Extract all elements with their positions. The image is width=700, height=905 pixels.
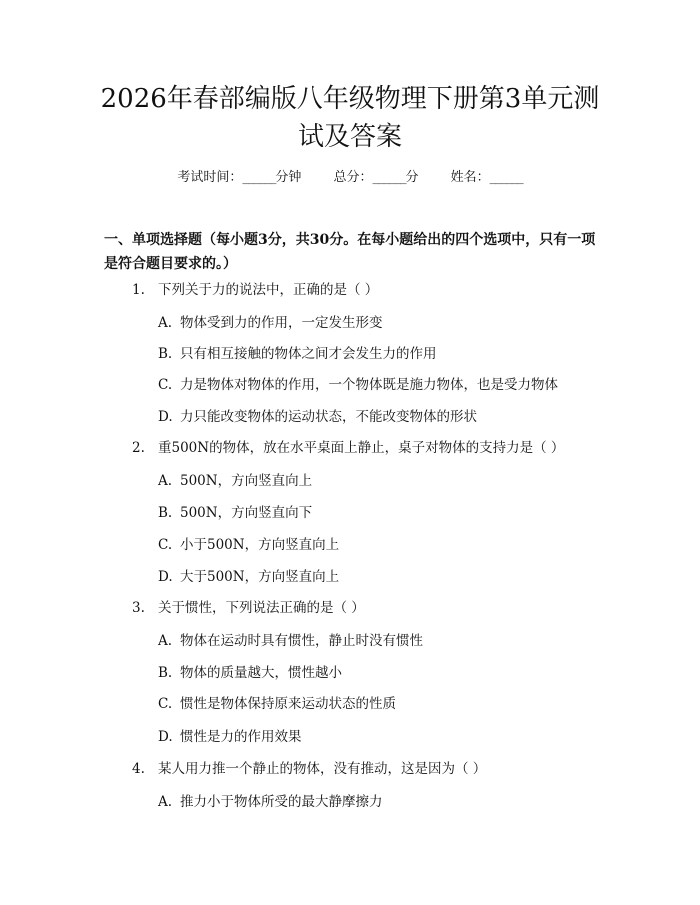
option-letter: D. — [158, 729, 173, 745]
exam-time-label: 考试时间： — [177, 170, 243, 185]
title-line-1: 2026年春部编版八年级物理下册第3单元测 — [100, 84, 600, 114]
option-letter: A. — [158, 633, 173, 649]
question-1 — [132, 280, 612, 300]
question-3-option-a — [158, 631, 618, 651]
option-text: 500N，方向竖直向上 — [180, 473, 313, 489]
question-2-option-a — [158, 471, 618, 491]
total-score-blank: ______ — [372, 170, 406, 185]
question-1-option-b — [158, 344, 618, 364]
section-1-heading-line-2: 是符合题目要求的。） — [104, 256, 237, 272]
question-text: 关于惯性，下列说法正确的是（ ） — [158, 600, 365, 616]
document-title — [90, 80, 610, 156]
option-letter: B. — [158, 505, 173, 521]
question-4 — [132, 759, 612, 779]
question-number: 1. — [132, 282, 145, 298]
exam-meta-line — [0, 168, 700, 188]
option-letter: A. — [158, 794, 173, 810]
option-text: 500N，方向竖直向下 — [180, 505, 313, 521]
question-1-option-a — [158, 313, 618, 333]
question-1-option-d — [158, 407, 618, 427]
student-name-field — [451, 170, 523, 185]
option-letter: B. — [158, 346, 173, 362]
option-letter: D. — [158, 569, 173, 585]
option-letter: C. — [158, 537, 173, 553]
question-2-option-b — [158, 503, 618, 523]
section-1-heading-line-1: 一、单项选择题（每小题3分，共30分。在每小题给出的四个选项中，只有一项 — [104, 232, 596, 248]
exam-time-field — [177, 170, 305, 185]
question-number: 3. — [132, 600, 145, 616]
option-text: 推力小于物体所受的最大静摩擦力 — [180, 794, 383, 810]
question-number: 4. — [132, 761, 145, 777]
option-text: 大于500N，方向竖直向上 — [180, 569, 340, 585]
question-2-option-c — [158, 535, 618, 555]
option-letter: C. — [158, 696, 173, 712]
option-text: 物体在运动时具有惯性，静止时没有惯性 — [180, 633, 423, 649]
student-name-label: 姓名： — [450, 170, 490, 185]
section-1-heading — [104, 228, 604, 276]
option-letter: A. — [158, 473, 173, 489]
option-letter: D. — [158, 409, 173, 425]
option-text: 只有相互接触的物体之间才会发生力的作用 — [180, 346, 437, 362]
question-4-option-a — [158, 792, 618, 812]
option-text: 惯性是物体保持原来运动状态的性质 — [180, 696, 396, 712]
option-text: 惯性是力的作用效果 — [180, 729, 302, 745]
option-letter: A. — [158, 315, 173, 331]
question-1-option-c — [158, 375, 618, 395]
exam-time-unit: 分钟 — [275, 170, 302, 185]
question-3-option-d — [158, 727, 618, 747]
option-text: 小于500N，方向竖直向上 — [180, 537, 340, 553]
total-score-label: 总分： — [333, 170, 373, 185]
option-text: 力是物体对物体的作用，一个物体既是施力物体，也是受力物体 — [180, 377, 558, 393]
option-text: 物体受到力的作用，一定发生形变 — [180, 315, 383, 331]
question-text: 下列关于力的说法中，正确的是（ ） — [158, 282, 379, 298]
title-line-2: 试及答案 — [297, 122, 402, 152]
question-number: 2. — [132, 440, 145, 456]
option-text: 物体的质量越大，惯性越小 — [180, 665, 342, 681]
question-2-option-d — [158, 567, 618, 587]
option-text: 力只能改变物体的运动状态，不能改变物体的形状 — [180, 409, 477, 425]
question-3-option-b — [158, 663, 618, 683]
exam-time-blank: ______ — [242, 170, 276, 185]
student-name-blank: ______ — [489, 170, 523, 185]
option-letter: C. — [158, 377, 173, 393]
question-3-option-c — [158, 694, 618, 714]
question-text: 重500N的物体，放在水平桌面上静止，桌子对物体的支持力是（ ） — [158, 440, 565, 456]
question-text: 某人用力推一个静止的物体，没有推动，这是因为（ ） — [158, 761, 487, 777]
question-2 — [132, 438, 612, 458]
question-3 — [132, 598, 612, 618]
option-letter: B. — [158, 665, 173, 681]
total-score-field — [333, 170, 422, 185]
total-score-unit: 分 — [405, 170, 419, 185]
